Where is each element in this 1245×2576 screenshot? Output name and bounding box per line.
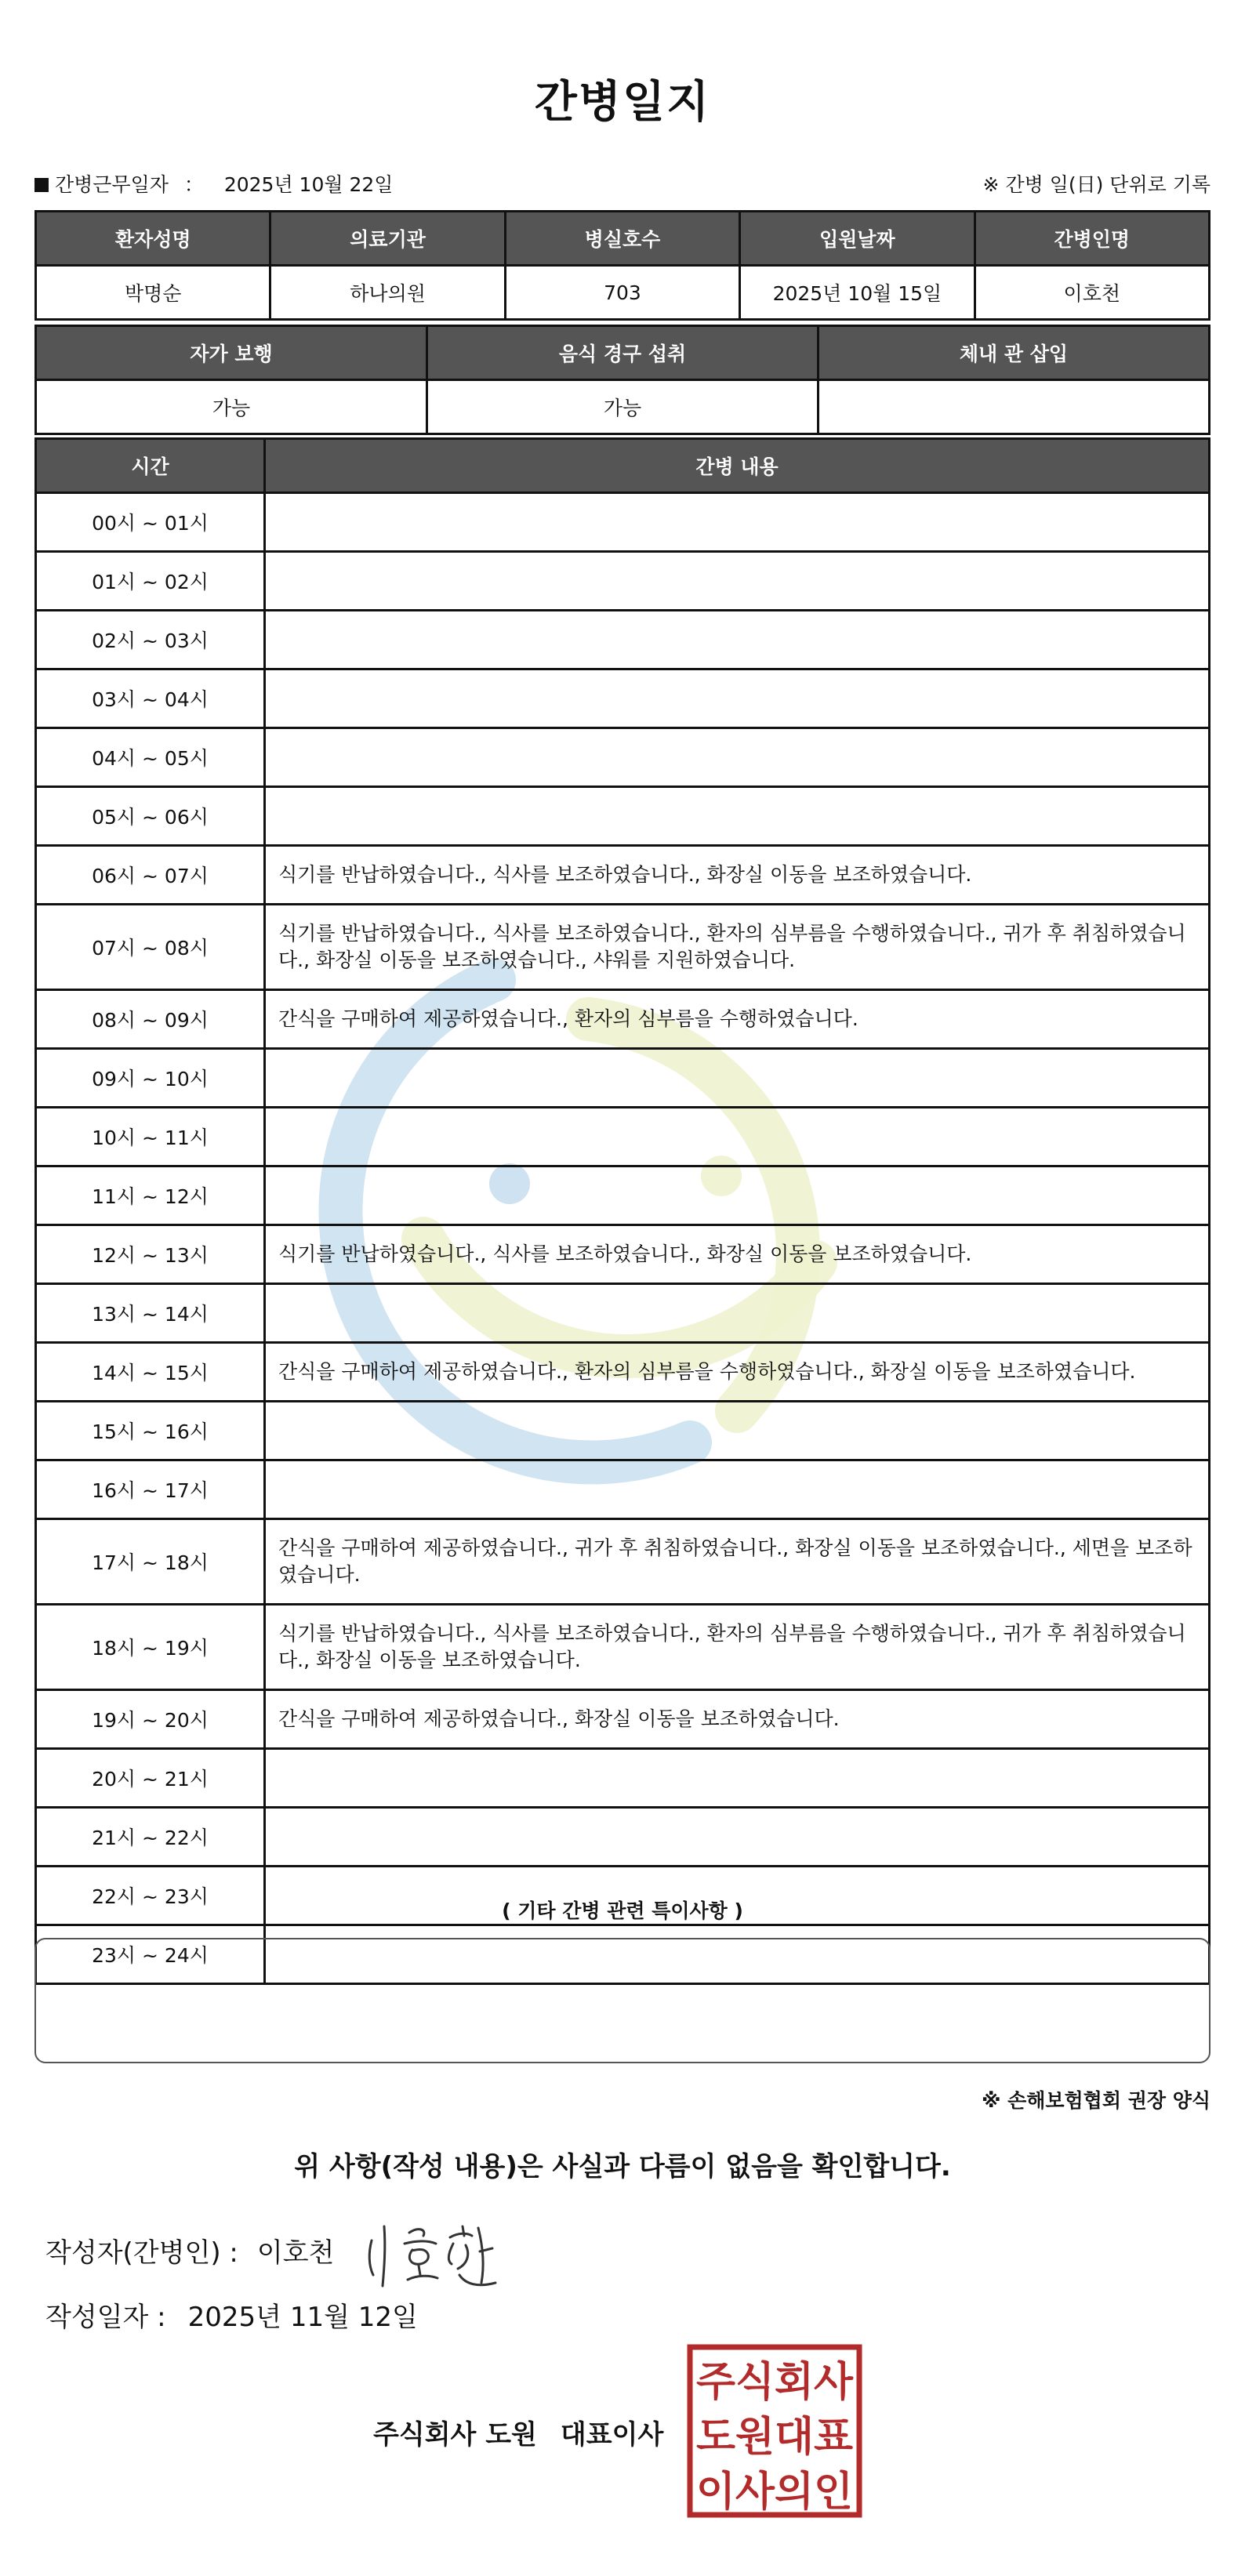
table-row: [36, 1808, 1210, 1867]
black-square-icon: [34, 178, 49, 192]
status-header-row: [36, 326, 1210, 380]
care-content-cell: 식기를 반납하였습니다., 식사를 보조하였습니다., 환자의 심부름을 수행하였습니다., 귀가 후 취침하였습니다., 화장실 이동을 보조하였습니다.: [265, 1605, 1210, 1690]
writer-label: 작성자(간병인) :: [45, 2237, 238, 2269]
unit-note: ※ 간병 일(日) 단위로 기록: [982, 173, 1211, 196]
time-cell: 21시 ~ 22시: [36, 1808, 265, 1867]
work-date-label: 간병근무일자: [55, 173, 169, 196]
header-self-walking: 자가 보행: [36, 326, 427, 380]
work-date-line: [34, 169, 393, 198]
table-row: [36, 1605, 1210, 1690]
status-value-row: [36, 380, 1210, 434]
log-header-row: [36, 439, 1210, 493]
care-content-cell: 간식을 구매하여 제공하였습니다., 환자의 심부름을 수행하였습니다., 화장실 이동을 보조하였습니다.: [265, 1343, 1210, 1402]
remarks-title: ( 기타 간병 관련 특이사항 ): [502, 1899, 743, 1922]
value-admission-date: 2025년 10월 15일: [740, 266, 975, 320]
table-row: [36, 728, 1210, 787]
handwritten-signature-icon: [361, 2209, 510, 2295]
table-row: [36, 787, 1210, 846]
table-row: [36, 1402, 1210, 1460]
table-row: [36, 990, 1210, 1049]
table-row: [36, 905, 1210, 990]
time-cell: 09시 ~ 10시: [36, 1049, 265, 1108]
care-content-cell: [265, 1749, 1210, 1808]
time-cell: 05시 ~ 06시: [36, 787, 265, 846]
value-self-walking: 가능: [36, 380, 427, 434]
header-admission-date: 입원날짜: [740, 212, 975, 266]
time-cell: 08시 ~ 09시: [36, 990, 265, 1049]
time-cell: 22시 ~ 23시: [36, 1867, 265, 1925]
value-oral-intake: 가능: [427, 380, 819, 434]
table-row: [36, 1460, 1210, 1519]
care-content-cell: [265, 1460, 1210, 1519]
care-content-cell: 식기를 반납하였습니다., 식사를 보조하였습니다., 화장실 이동을 보조하였습니다.: [265, 846, 1210, 905]
care-content-cell: [265, 728, 1210, 787]
header-patient-name: 환자성명: [36, 212, 270, 266]
time-cell: 06시 ~ 07시: [36, 846, 265, 905]
confirmation-statement: 위 사항(작성 내용)은 사실과 다름이 없음을 확인합니다.: [294, 2151, 951, 2182]
care-content-cell: [265, 1402, 1210, 1460]
care-content-cell: [265, 1808, 1210, 1867]
time-cell: 02시 ~ 03시: [36, 611, 265, 669]
care-content-cell: [265, 493, 1210, 552]
care-content-cell: 간식을 구매하여 제공하였습니다., 귀가 후 취침하였습니다., 화장실 이동을 보조하였습니다., 세면을 보조하였습니다.: [265, 1519, 1210, 1605]
written-date-label: 작성일자 :: [45, 2302, 166, 2333]
header-care-content: 간병 내용: [265, 439, 1210, 493]
table-row: [36, 611, 1210, 669]
care-content-cell: [265, 611, 1210, 669]
table-row: [36, 1108, 1210, 1166]
table-row: [36, 1519, 1210, 1605]
table-row: [36, 669, 1210, 728]
time-cell: 04시 ~ 05시: [36, 728, 265, 787]
time-cell: 11시 ~ 12시: [36, 1166, 265, 1225]
value-tube-insertion: [819, 380, 1210, 434]
care-content-cell: 간식을 구매하여 제공하였습니다., 화장실 이동을 보조하였습니다.: [265, 1690, 1210, 1749]
table-row: [36, 1049, 1210, 1108]
patient-info-value-row: [36, 266, 1210, 320]
time-cell: 23시 ~ 24시: [36, 1925, 265, 1984]
time-cell: 01시 ~ 02시: [36, 552, 265, 611]
table-row: [36, 1225, 1210, 1284]
patient-info-table: [34, 210, 1211, 321]
writer-line: [45, 2231, 334, 2269]
time-cell: 03시 ~ 04시: [36, 669, 265, 728]
care-content-cell: 간식을 구매하여 제공하였습니다., 환자의 심부름을 수행하였습니다.: [265, 990, 1210, 1049]
log-body: [36, 493, 1210, 1984]
header-oral-intake: 음식 경구 섭취: [427, 326, 819, 380]
time-cell: 17시 ~ 18시: [36, 1519, 265, 1605]
table-row: [36, 493, 1210, 552]
time-cell: 18시 ~ 19시: [36, 1605, 265, 1690]
header-hospital: 의료기관: [270, 212, 505, 266]
care-content-cell: [265, 1108, 1210, 1166]
writer-name: 이호천: [256, 2237, 335, 2269]
time-cell: 13시 ~ 14시: [36, 1284, 265, 1343]
work-date-separator: ：: [183, 173, 204, 196]
header-time: 시간: [36, 439, 265, 493]
care-content-cell: [265, 1166, 1210, 1225]
table-row: [36, 552, 1210, 611]
seal-text-line: 주식회사: [696, 2359, 854, 2406]
time-cell: 12시 ~ 13시: [36, 1225, 265, 1284]
company-name: 주식회사 도원: [373, 2419, 537, 2451]
header-room: 병실호수: [505, 212, 739, 266]
time-cell: 20시 ~ 21시: [36, 1749, 265, 1808]
table-row: [36, 1166, 1210, 1225]
time-cell: 10시 ~ 11시: [36, 1108, 265, 1166]
company-seal-stamp-icon: [687, 2344, 862, 2518]
table-row: [36, 1749, 1210, 1808]
time-cell: 16시 ~ 17시: [36, 1460, 265, 1519]
written-date-value: 2025년 11월 12일: [187, 2302, 418, 2333]
care-content-cell: [265, 669, 1210, 728]
care-content-cell: [265, 787, 1210, 846]
time-cell: 00시 ~ 01시: [36, 493, 265, 552]
header-caregiver-name: 간병인명: [975, 212, 1209, 266]
company-title: 대표이사: [560, 2419, 664, 2451]
care-content-cell: [265, 552, 1210, 611]
page-title: 간병일지: [534, 77, 711, 128]
care-content-cell: [265, 1284, 1210, 1343]
seal-text-line: 이사의인: [696, 2469, 853, 2516]
work-date-value: 2025년 10월 22일: [223, 173, 394, 196]
patient-status-table: [34, 325, 1211, 435]
remarks-box: [34, 1938, 1211, 2063]
source-note: ※ 손해보험협회 권장 양식: [982, 2089, 1211, 2112]
care-content-cell: 식기를 반납하였습니다., 식사를 보조하였습니다., 화장실 이동을 보조하였습니다.: [265, 1225, 1210, 1284]
value-hospital: 하나의원: [270, 266, 505, 320]
value-caregiver-name: 이호천: [975, 266, 1209, 320]
patient-info-header-row: [36, 212, 1210, 266]
table-row: [36, 1690, 1210, 1749]
time-cell: 19시 ~ 20시: [36, 1690, 265, 1749]
table-row: [36, 1343, 1210, 1402]
care-content-cell: 식기를 반납하였습니다., 식사를 보조하였습니다., 환자의 심부름을 수행하였습니다., 귀가 후 취침하였습니다., 화장실 이동을 보조하였습니다., 샤워를 지원하였습니다.: [265, 905, 1210, 990]
time-cell: 15시 ~ 16시: [36, 1402, 265, 1460]
written-date-line: [45, 2295, 418, 2334]
table-row: [36, 1284, 1210, 1343]
time-cell: 07시 ~ 08시: [36, 905, 265, 990]
table-row: [36, 846, 1210, 905]
company-line: [373, 2413, 663, 2451]
header-tube-insertion: 체내 관 삽입: [819, 326, 1210, 380]
value-patient-name: 박명순: [36, 266, 270, 320]
hourly-care-log-table: [34, 437, 1211, 1985]
time-cell: 14시 ~ 15시: [36, 1343, 265, 1402]
value-room: 703: [505, 266, 739, 320]
care-content-cell: [265, 1049, 1210, 1108]
seal-text-line: 도원대표: [696, 2414, 853, 2461]
